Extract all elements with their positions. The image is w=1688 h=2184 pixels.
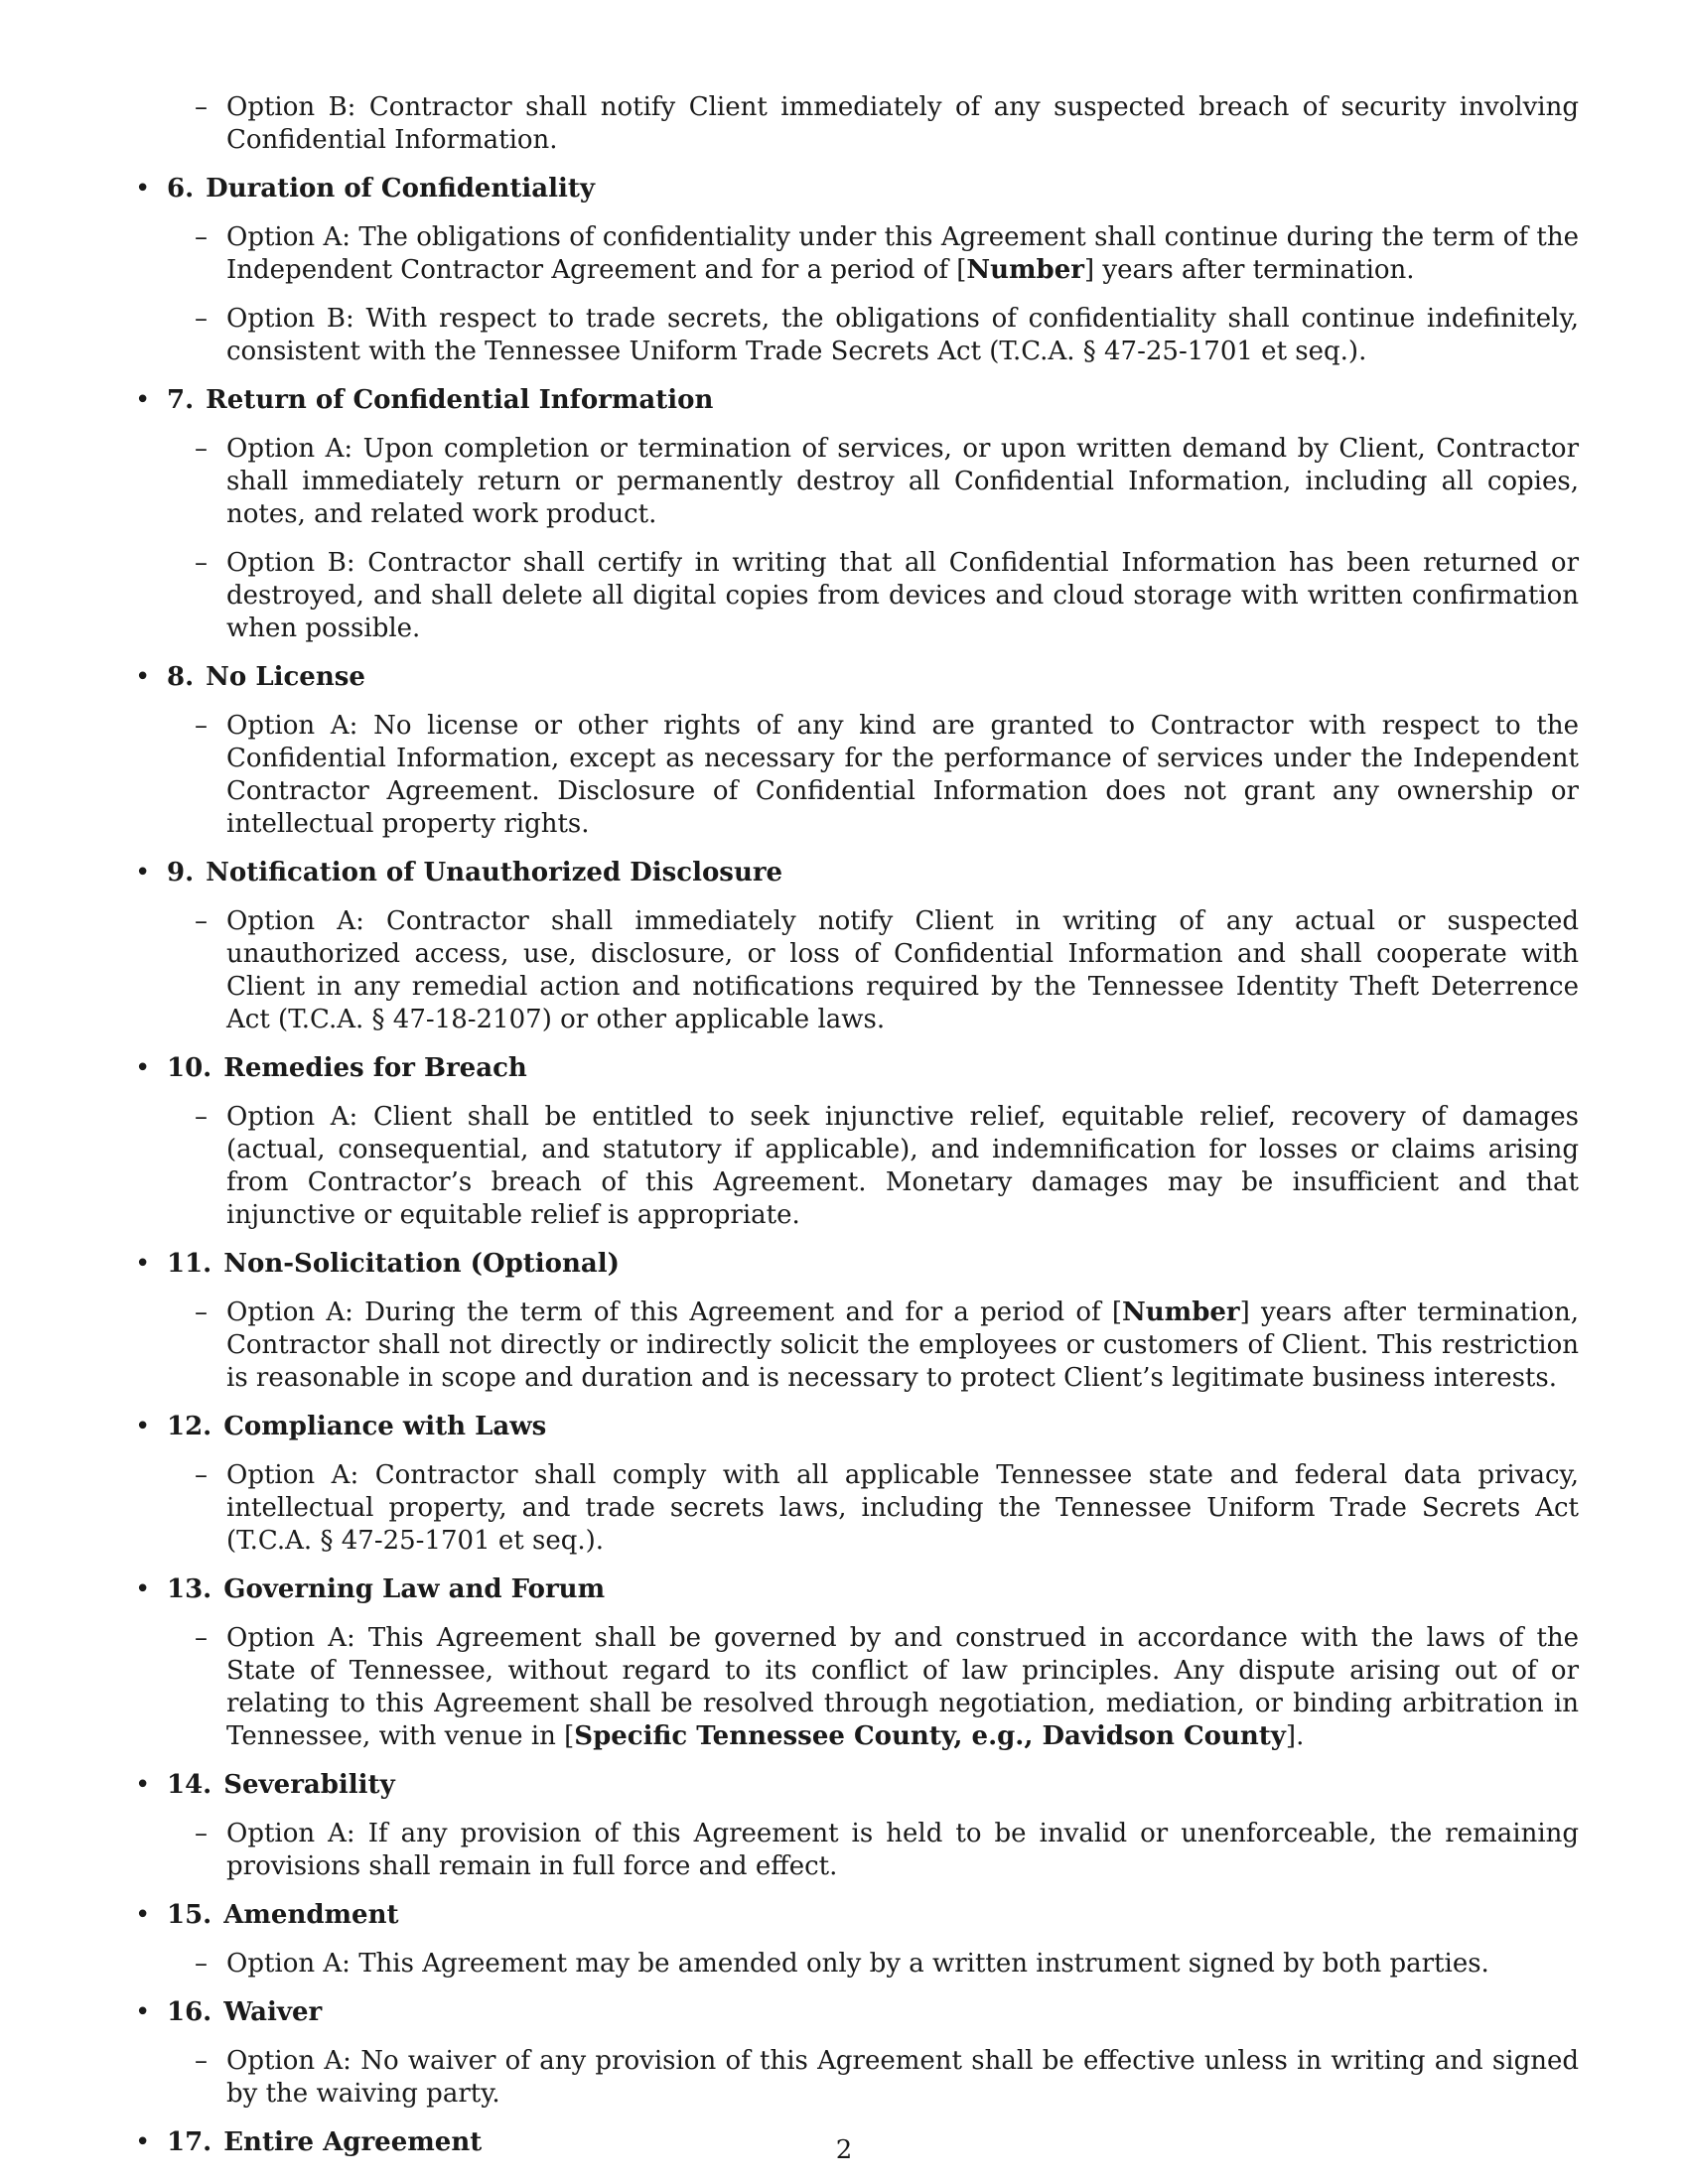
dash-marker: – <box>195 92 208 122</box>
option-text: Upon completion or termination of services, or upon written demand by Client, Contractor shall immediately return or permanently destroy all Confidential Information, including all copies, notes, and related work product. <box>226 434 1580 529</box>
option-label: Option B: <box>226 304 354 334</box>
dash-marker: – <box>195 1102 208 1132</box>
section-title: Governing Law and Forum <box>223 1574 606 1604</box>
section-title: No License <box>206 662 365 692</box>
section-13 <box>131 1573 1579 1753</box>
option-text: If any provision of this Agreement is held to be invalid or unenforceable, the remaining provisions shall remain in full force and effect. <box>226 1819 1580 1881</box>
option-text: With respect to trade secrets, the obligations of confidentiality shall continue indefinitely, consistent with the Tennessee Uniform Trade Secrets Act (T.C.A. § 47-25-1701 et seq.). <box>226 304 1579 366</box>
section-heading <box>131 857 1579 889</box>
option-item <box>131 2045 1579 2111</box>
section-title: Return of Confidential Information <box>206 385 714 415</box>
section-16 <box>131 1996 1579 2111</box>
bullet-marker: • <box>135 858 151 887</box>
option-label: Option A: <box>226 1623 355 1653</box>
section-heading <box>131 1996 1579 2029</box>
section-number: 13. <box>167 1574 212 1604</box>
option-item <box>131 1818 1579 1883</box>
bullet-marker: • <box>135 1770 151 1800</box>
section-heading <box>131 1411 1579 1443</box>
section-number: 7. <box>167 385 195 415</box>
section-number: 16. <box>167 1997 212 2027</box>
option-item <box>131 91 1579 157</box>
option-text: Contractor shall notify Client immediately of any suspected breach of security involving Confidential Information. <box>226 92 1579 155</box>
option-text: This Agreement may be amended only by a written instrument signed by both parties. <box>358 1949 1489 1979</box>
section-heading <box>131 1052 1579 1085</box>
option-text: No waiver of any provision of this Agreement shall be effective unless in writing and signed by the waiving party. <box>226 2046 1580 2109</box>
section-heading <box>131 1248 1579 1281</box>
dash-marker: – <box>195 2046 208 2076</box>
document-page <box>131 91 1579 2175</box>
dash-marker: – <box>195 434 208 464</box>
section-heading <box>131 1769 1579 1802</box>
section-title: Entire Agreement <box>223 2127 483 2157</box>
option-item <box>131 547 1579 645</box>
option-label: Option A: <box>226 2046 352 2076</box>
option-item <box>131 1622 1579 1753</box>
section-7 <box>131 384 1579 645</box>
dash-marker: – <box>195 304 208 334</box>
dash-marker: – <box>195 548 208 578</box>
section-number: 8. <box>167 662 195 692</box>
section-title: Severability <box>223 1770 395 1800</box>
section-14 <box>131 1769 1579 1883</box>
option-text: Contractor shall comply with all applicable Tennessee state and federal data privacy, intellectual property, and trade secrets laws, including the Tennessee Uniform Trade Secrets Act (T.C.A. § 47-25-1701 et seq.). <box>226 1460 1580 1556</box>
bullet-marker: • <box>135 174 151 204</box>
bullet-marker: • <box>135 385 151 415</box>
dash-marker: – <box>195 711 208 741</box>
section-number: 17. <box>167 2127 212 2157</box>
option-item <box>131 303 1579 368</box>
option-text-tail: ] years after termination. <box>1083 255 1415 285</box>
option-text: Contractor shall immediately notify Client in writing of any actual or suspected unauthorized access, use, disclosure, or loss of Confidential Information and shall cooperate with Client in any remedial action and notifications required by the Tennessee Identity Theft Deterrence Act (T.C.A. § 47-18-2107) or other applicable laws. <box>226 906 1580 1034</box>
section-6 <box>131 173 1579 368</box>
section-10 <box>131 1052 1579 1232</box>
placeholder-field: Number <box>966 255 1084 285</box>
section-title: Amendment <box>223 1900 399 1930</box>
placeholder-field: Number <box>1122 1297 1240 1327</box>
option-text: This Agreement shall be governed by and construed in accordance with the laws of the State of Tennessee, without regard to its conflict of law principles. Any dispute arising out of or relating to this Agreement shall be resolved through negotiation, mediation, or binding arbitration in Tennessee, with venue in [ <box>226 1623 1580 1751</box>
dash-marker: – <box>195 1297 208 1327</box>
section-heading <box>131 661 1579 694</box>
option-item <box>131 1297 1579 1395</box>
option-label: Option A: <box>226 1102 358 1132</box>
section-title: Waiver <box>223 1997 323 2027</box>
section-heading <box>131 1899 1579 1932</box>
section-number: 15. <box>167 1900 212 1930</box>
option-label: Option A: <box>226 434 353 464</box>
option-text-tail: ]. <box>1285 1721 1305 1751</box>
option-label: Option A: <box>226 1297 353 1327</box>
option-item <box>131 1948 1579 1980</box>
option-item <box>131 1101 1579 1232</box>
section-number: 11. <box>167 1249 212 1279</box>
option-text: Client shall be entitled to seek injunctive relief, equitable relief, recovery of damages (actual, consequential, and statutory if applicable), and indemnification for losses or claims arising from Contractor’s breach of this Agreement. Monetary damages may be insufficient and that injunctive or equitable relief is appropriate. <box>226 1102 1579 1230</box>
option-text-tail: ] years after termination, Contractor shall not directly or indirectly solicit the employees or customers of Client. This restriction is reasonable in scope and duration and is necessary to protect Client’s legitimate business interests. <box>226 1297 1579 1393</box>
option-label: Option A: <box>226 711 358 741</box>
section-9 <box>131 857 1579 1036</box>
section-number: 9. <box>167 858 195 887</box>
option-label: Option A: <box>226 906 364 936</box>
option-text: The obligations of confidentiality under this Agreement shall continue during the term of the Independent Contractor Agreement and for a period of [ <box>226 222 1580 285</box>
option-text: No license or other rights of any kind are granted to Contractor with respect to the Confidential Information, except as necessary for the performance of services under the Independent Contractor Agreement. Disclosure of Confidential Information does not grant any ownership or intellectual property rights. <box>226 711 1579 839</box>
bullet-marker: • <box>135 1900 151 1930</box>
section-number: 14. <box>167 1770 212 1800</box>
section-number: 6. <box>167 174 195 204</box>
option-label: Option B: <box>226 92 356 122</box>
bullet-marker: • <box>135 1053 151 1083</box>
option-text: During the term of this Agreement and for a period of [ <box>364 1297 1123 1327</box>
bullet-marker: • <box>135 1412 151 1441</box>
option-label: Option B: <box>226 548 355 578</box>
dash-marker: – <box>195 1819 208 1848</box>
option-label: Option A: <box>226 1949 351 1979</box>
section-8 <box>131 661 1579 841</box>
option-label: Option A: <box>226 1819 355 1848</box>
section-number: 10. <box>167 1053 212 1083</box>
bullet-marker: • <box>135 662 151 692</box>
bullet-marker: • <box>135 1997 151 2027</box>
section-number: 12. <box>167 1412 212 1441</box>
section-heading <box>131 173 1579 205</box>
dash-marker: – <box>195 222 208 252</box>
dash-marker: – <box>195 1460 208 1490</box>
option-item <box>131 1459 1579 1558</box>
dash-marker: – <box>195 1623 208 1653</box>
dash-marker: – <box>195 906 208 936</box>
option-text: Contractor shall certify in writing that all Confidential Information has been returned or destroyed, and shall delete all digital copies from devices and cloud storage with written confirmation when possible. <box>226 548 1580 643</box>
section-title: Remedies for Breach <box>223 1053 527 1083</box>
option-item <box>131 433 1579 531</box>
section-title: Duration of Confidentiality <box>206 174 595 204</box>
option-item <box>131 710 1579 841</box>
placeholder-field: Specific Tennessee County, e.g., Davidson County <box>574 1721 1286 1751</box>
option-label: Option A: <box>226 1460 359 1490</box>
option-item <box>131 221 1579 287</box>
section-15 <box>131 1899 1579 1980</box>
bullet-marker: • <box>135 2127 151 2157</box>
bullet-marker: • <box>135 1249 151 1279</box>
section-heading <box>131 1573 1579 1606</box>
section-title: Compliance with Laws <box>223 1412 547 1441</box>
page-number: 2 <box>835 2135 853 2165</box>
dash-marker: – <box>195 1949 208 1979</box>
section-12 <box>131 1411 1579 1558</box>
section-title: Non-Solicitation (Optional) <box>223 1249 620 1279</box>
bullet-marker: • <box>135 1574 151 1604</box>
section-title: Notification of Unauthorized Disclosure <box>206 858 783 887</box>
section-11 <box>131 1248 1579 1395</box>
option-item <box>131 905 1579 1036</box>
section-heading <box>131 384 1579 417</box>
option-label: Option A: <box>226 222 352 252</box>
